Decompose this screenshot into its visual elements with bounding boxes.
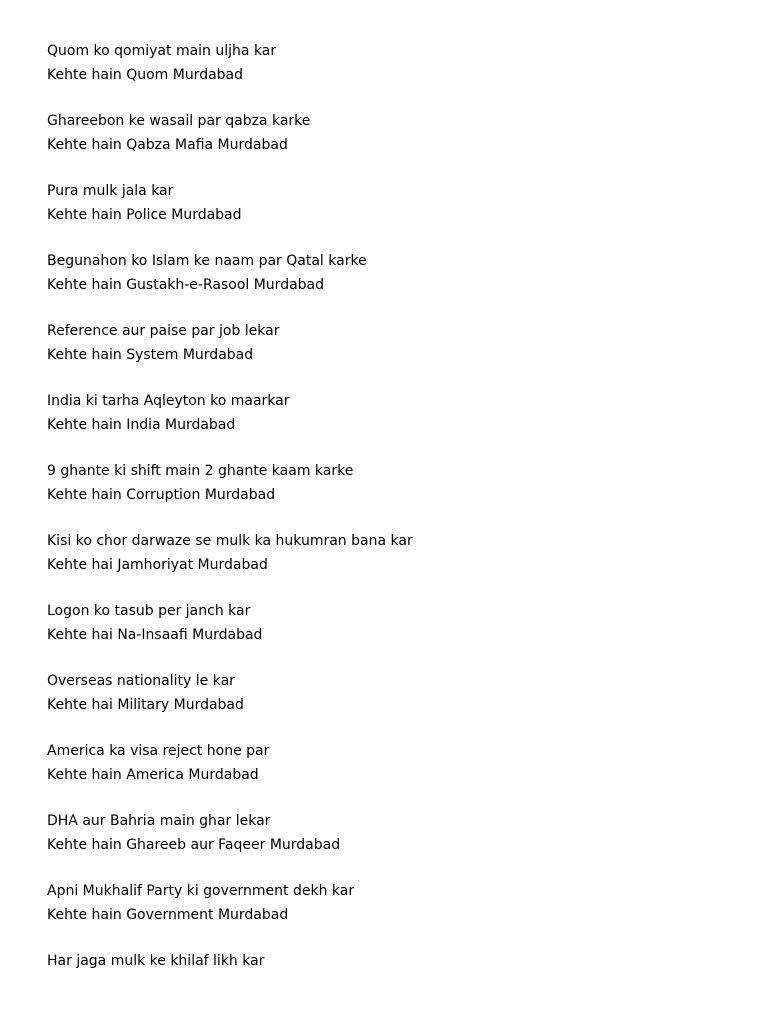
poem-line: Begunahon ko Islam ke naam par Qatal karke [47,253,367,269]
stanza [47,250,747,297]
poem-line: 9 ghante ki shift main 2 ghante kaam karke [47,463,354,479]
poem-line: Har jaga mulk ke khilaf likh kar [47,953,265,969]
poem-line: Kehte hain Ghareeb aur Faqeer Murdabad [47,836,341,853]
stanza [47,740,747,787]
stanza [47,530,747,577]
poem-line: Kehte hain Government Murdabad [47,906,289,923]
poem-line: Kehte hain Gustakh-e-Rasool Murdabad [47,276,325,293]
stanza [47,950,747,974]
poem-line: India ki tarha Aqleyton ko maarkar [47,393,290,409]
poem-line: Logon ko tasub per janch kar [47,603,251,619]
stanza [47,180,747,227]
poem-line: Kehte hain Qabza Mafia Murdabad [47,136,288,153]
document-page [47,40,747,997]
poem-line: Ghareebon ke wasail par qabza karke [47,113,311,129]
stanza [47,320,747,367]
stanza [47,670,747,717]
stanza [47,600,747,647]
stanza [47,460,747,507]
poem-line: Pura mulk jala kar [47,183,174,199]
poem-line: Apni Mukhalif Party ki government dekh kar [47,883,355,899]
poem-line: Kehte hai Jamhoriyat Murdabad [47,556,268,573]
poem-line: Kehte hain System Murdabad [47,346,254,363]
poem-line: America ka visa reject hone par [47,743,270,759]
poem-line: Overseas nationality le kar [47,673,235,689]
stanza [47,880,747,927]
poem-line: Quom ko qomiyat main uljha kar [47,43,277,59]
poem-line: Reference aur paise par job lekar [47,323,280,339]
poem-line: Kehte hai Military Murdabad [47,696,244,713]
poem-line: Kehte hain India Murdabad [47,416,236,433]
stanza [47,810,747,857]
poem-line: Kehte hain Corruption Murdabad [47,486,276,503]
poem-line: Kehte hai Na-Insaafi Murdabad [47,626,263,643]
poem-line: Kisi ko chor darwaze se mulk ka hukumran bana kar [47,533,413,549]
poem-line: DHA aur Bahria main ghar lekar [47,813,271,829]
stanza [47,40,747,87]
poem-line: Kehte hain Quom Murdabad [47,66,244,83]
poem-line: Kehte hain America Murdabad [47,766,259,783]
stanza [47,390,747,437]
poem-line: Kehte hain Police Murdabad [47,206,242,223]
stanza [47,110,747,157]
